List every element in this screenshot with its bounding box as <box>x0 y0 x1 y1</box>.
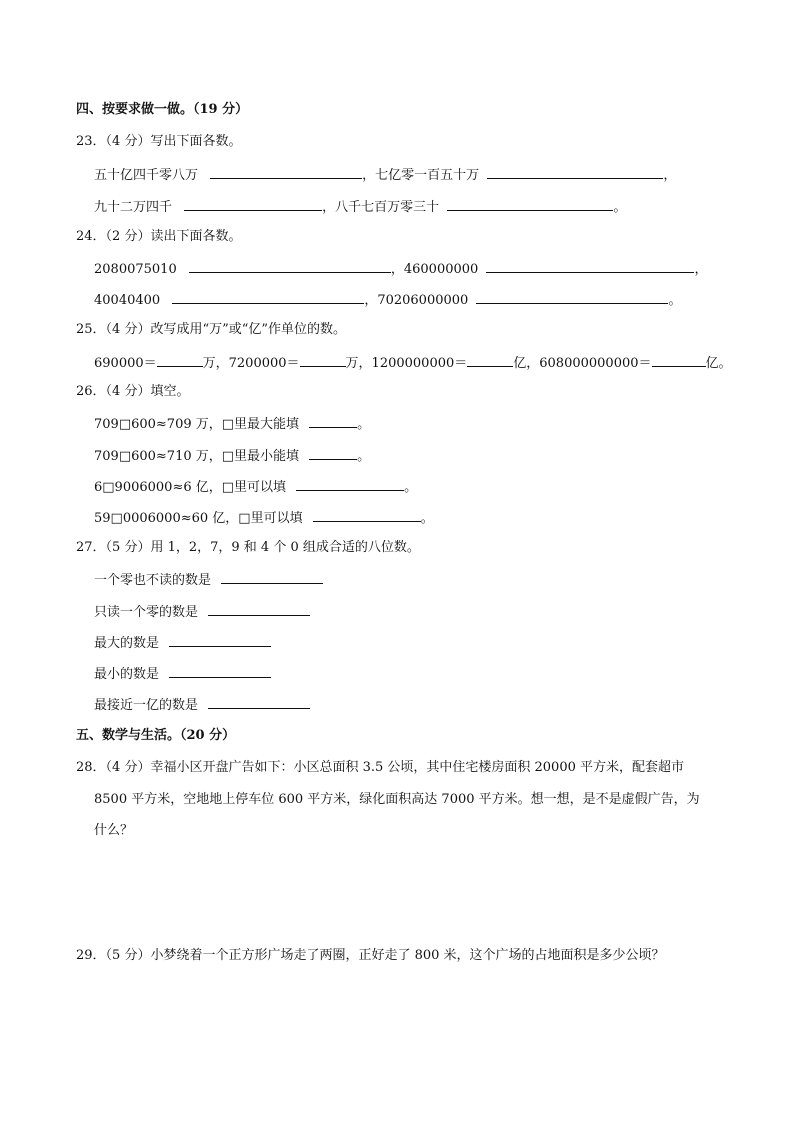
q27-answer-blank-5[interactable] <box>208 694 310 709</box>
q23-answer-blank-d[interactable] <box>447 196 613 211</box>
q26-line-4 <box>94 507 434 529</box>
q23-answer-blank-c[interactable] <box>184 196 322 211</box>
q24-item-e: ，70206000000 <box>364 293 469 308</box>
q26-line-3 <box>94 476 417 498</box>
q24-answer-blank-b[interactable] <box>486 258 694 273</box>
q26-answer-blank-2[interactable] <box>309 445 357 460</box>
q24-item-a: 2080075010 <box>94 262 177 277</box>
q25-answer-blank-c[interactable] <box>467 352 513 367</box>
q26-answer-blank-3[interactable] <box>296 476 404 491</box>
q24-end-f: 。 <box>668 293 682 308</box>
q23-item-b: ，七亿零一百五十万 <box>362 168 480 183</box>
q25-item-c: 万，1200000000＝ <box>345 356 468 371</box>
q27-line-1 <box>94 569 323 591</box>
q28-line-2: 8500 平方米，空地地上停车位 600 平方米，绿化面积高达 7000 平方米。想一想，是不是虚假广告，为 <box>94 792 700 807</box>
q26-end-2: 。 <box>357 449 371 464</box>
q28-line-1: 28．（4 分）幸福小区开盘广告如下：小区总面积 3.5 公顷，其中住宅楼房面积 20000 平方米，配套超市 <box>76 760 685 775</box>
q26-answer-blank-4[interactable] <box>313 507 421 522</box>
q29-answer-area[interactable] <box>94 972 714 1102</box>
q26-text-1: 709□600≈709 万，□里最大能填 <box>94 417 300 432</box>
q25-answer-blank-d[interactable] <box>652 352 706 367</box>
q27-text-5: 最接近一亿的数是 <box>94 698 199 713</box>
q24-heading: 24．（2 分）读出下面各数。 <box>76 229 242 244</box>
q27-line-3 <box>94 632 271 654</box>
q27-text-2: 只读一个零的数是 <box>94 605 199 620</box>
q24-sep-c: ， <box>694 262 708 277</box>
q23-answer-blank-a[interactable] <box>210 164 362 179</box>
q25-answer-blank-b[interactable] <box>300 352 346 367</box>
q26-end-3: 。 <box>404 480 418 495</box>
q24-item-d: 40040400 <box>94 293 161 308</box>
q27-line-4 <box>94 663 271 685</box>
q23-row-1 <box>94 164 676 186</box>
q25-item-b: 万，7200000＝ <box>202 356 300 371</box>
q27-answer-blank-3[interactable] <box>169 632 271 647</box>
q24-answer-blank-c[interactable] <box>172 289 364 304</box>
q23-end-f: 。 <box>613 200 627 215</box>
q23-heading: 23．（4 分）写出下面各数。 <box>76 134 242 149</box>
q23-item-d: 九十二万四千 <box>94 200 173 215</box>
q25-item-a: 690000＝ <box>94 356 157 371</box>
q27-answer-blank-2[interactable] <box>208 601 310 616</box>
q29-line-1: 29．（5 分）小梦绕着一个正方形广场走了两圈，正好走了 800 米，这个广场的占地面积是多少公顷？ <box>76 948 665 963</box>
q25-answer-blank-a[interactable] <box>157 352 203 367</box>
q27-answer-blank-4[interactable] <box>169 663 271 678</box>
q27-line-2 <box>94 601 310 623</box>
q26-line-2 <box>94 445 370 467</box>
q28-answer-area[interactable] <box>94 846 714 930</box>
q24-answer-blank-d[interactable] <box>476 289 668 304</box>
q27-text-4: 最小的数是 <box>94 667 160 682</box>
q25-row <box>94 352 732 374</box>
q23-row-2 <box>94 196 626 218</box>
q28-line-3: 什么？ <box>94 823 134 838</box>
q26-text-3: 6□9006000≈6 亿，□里可以填 <box>94 480 287 495</box>
q26-answer-blank-1[interactable] <box>309 413 357 428</box>
q25-item-e: 亿。 <box>705 356 732 371</box>
q23-item-e: ，八千七百万零三十 <box>322 200 440 215</box>
q25-heading: 25．（4 分）改写成用“万”或“亿”作单位的数。 <box>76 322 347 337</box>
section-4-title: 四、按要求做一做。（19 分） <box>76 102 249 117</box>
q27-line-5 <box>94 694 310 716</box>
q24-row-1 <box>94 258 707 280</box>
q23-sep-c: ， <box>663 168 677 183</box>
q24-item-b: ，460000000 <box>390 262 479 277</box>
q26-line-1 <box>94 413 370 435</box>
q26-end-4: 。 <box>420 511 434 526</box>
q26-end-1: 。 <box>357 417 371 432</box>
q23-answer-blank-b[interactable] <box>487 164 663 179</box>
q23-item-a: 五十亿四千零八万 <box>94 168 199 183</box>
q27-text-1: 一个零也不读的数是 <box>94 573 212 588</box>
q25-item-d: 亿，608000000000＝ <box>513 356 652 371</box>
q27-text-3: 最大的数是 <box>94 636 160 651</box>
q27-answer-blank-1[interactable] <box>221 569 323 584</box>
section-5-title: 五、数学与生活。（20 分） <box>76 728 236 743</box>
q26-heading: 26．（4 分）填空。 <box>76 384 190 399</box>
q24-row-2 <box>94 289 681 311</box>
q26-text-2: 709□600≈710 万，□里最小能填 <box>94 449 300 464</box>
q26-text-4: 59□0006000≈60 亿，□里可以填 <box>94 511 303 526</box>
q27-heading: 27．（5 分）用 1，2，7，9 和 4 个 0 组成合适的八位数。 <box>76 540 420 555</box>
q24-answer-blank-a[interactable] <box>189 258 391 273</box>
